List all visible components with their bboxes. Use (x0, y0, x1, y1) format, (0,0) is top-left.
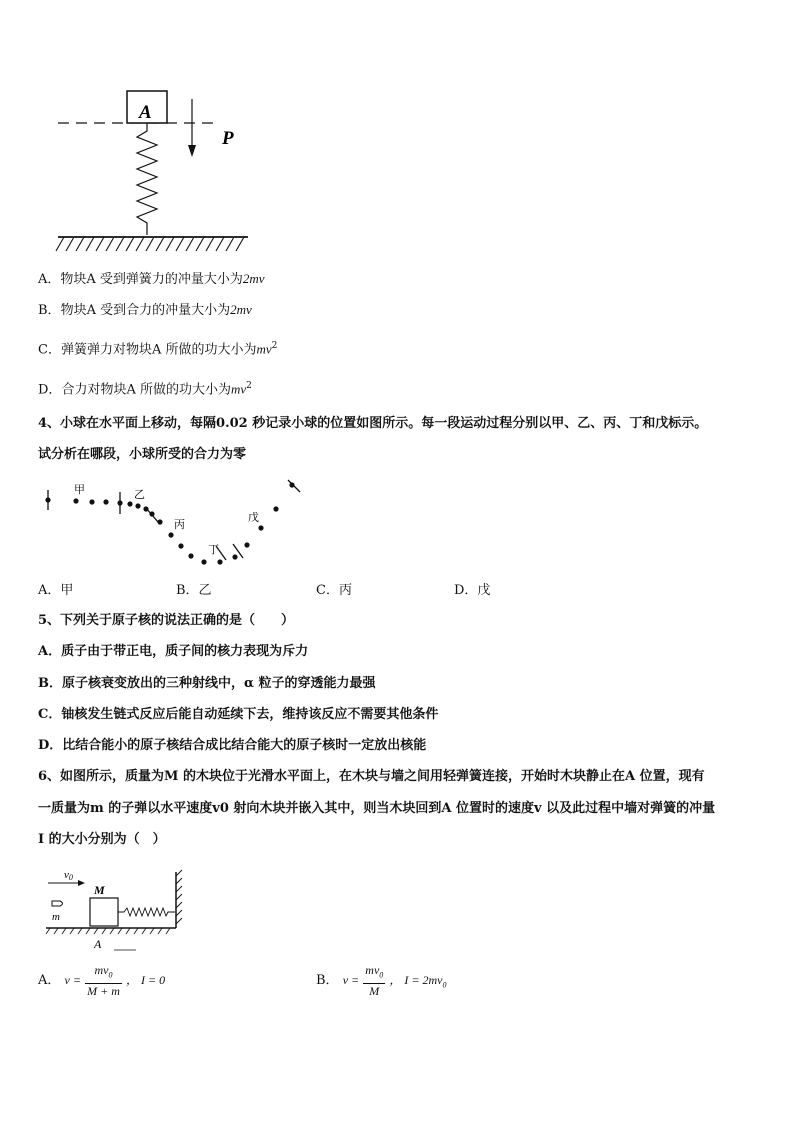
option-math: 2mv (242, 271, 265, 286)
spring (118, 908, 175, 916)
option-letter: B． (38, 303, 61, 318)
option-sup: 2 (246, 381, 252, 391)
q3-option-a (38, 270, 265, 289)
option-math: mv (230, 381, 247, 397)
ground-hatching (56, 237, 244, 251)
q5-option-a: A．质子由于带正电，质子间的核力表现为斥力 (38, 644, 309, 659)
arrow-p-label: P (222, 128, 234, 149)
option-lhs: v = (342, 973, 360, 987)
option-fraction (363, 963, 385, 997)
block-mass-label: M (94, 883, 105, 897)
figure-spring-block (40, 85, 270, 255)
q4-option-d: D．戊 (454, 583, 491, 598)
option-rest: ， I = 0 (126, 973, 166, 987)
bullet-mass-label: m (52, 911, 60, 923)
floor-hatching (46, 928, 170, 934)
q4-option-a: A．甲 (38, 583, 74, 598)
option-letter: A． (38, 973, 61, 988)
spring (137, 123, 157, 235)
q5-option-c: C．铀核发生链式反应后能自动延续下去，维持该反应不需要其他条件 (38, 707, 439, 722)
q6-stem-line3: I 的大小分别为（ ） (38, 832, 166, 847)
q5-stem: 5、下列关于原子核的说法正确的是（ ） (38, 613, 295, 628)
fraction-denominator: M (369, 983, 380, 998)
segment-label-ding: 丁 (208, 544, 219, 556)
q3-option-c (38, 337, 277, 359)
option-letter: A． (38, 272, 61, 287)
option-fraction (85, 963, 122, 997)
q5-option-d: D．比结合能小的原子核结合成比结合能大的原子核时一定放出核能 (38, 738, 427, 753)
q6-stem-line1: 6、如图所示，质量为M 的木块位于光滑水平面上，在木块与墙之间用轻弹簧连接，开始时木块静止在A 位置，现有 (38, 769, 705, 784)
wood-block (90, 898, 118, 926)
q4-stem-line1: 4、小球在水平面上移动，每隔0.02 秒记录小球的位置如图所示。每一段运动过程分别以甲、乙、丙、丁和戊标示。 (38, 416, 708, 431)
option-sup: 2 (271, 341, 278, 351)
option-text: 弹簧弹力对物块A 所做的功大小为 (60, 342, 257, 358)
option-text: 合力对物块A 所做的功大小为 (61, 382, 231, 398)
option-text: 物块A 受到合力的冲量大小为 (60, 303, 231, 318)
fraction-numerator: $mv_0$ (85, 963, 122, 983)
option-letter: C． (38, 342, 61, 358)
arrow-p-head (188, 145, 196, 157)
option-letter: D． (38, 382, 62, 398)
option-rest-sub: 0 (442, 980, 447, 990)
q3-option-b (38, 301, 252, 320)
fraction-denominator: M + m (87, 983, 120, 998)
block-a-label: A (139, 102, 152, 123)
option-rest: ， I = 2mv (389, 973, 443, 987)
q6-stem-line2: 一质量为m 的子弹以水平速度v0 射向木块并嵌入其中，则当木块回到A 位置时的速度v 以及此过程中墙对弹簧的冲量 (38, 801, 716, 816)
bullet-icon (52, 901, 63, 906)
q5-option-b: B．原子核衰变放出的三种射线中，α 粒子的穿透能力最强 (38, 676, 376, 691)
wall-hatching (176, 870, 182, 924)
option-text: 物块A 受到弹簧力的冲量大小为 (60, 272, 243, 287)
position-a-label: A (94, 937, 102, 951)
figure-bullet-block-spring (38, 866, 188, 956)
figure-ball-trajectory (38, 478, 318, 578)
q4-option-c: C．丙 (316, 583, 352, 598)
q3-option-d (38, 377, 252, 399)
q6-option-a (38, 962, 165, 999)
segment-label-wu: 戊 (248, 512, 259, 524)
q4-option-b: B．乙 (176, 583, 212, 598)
option-math: mv (256, 341, 272, 357)
option-lhs: v = (64, 973, 81, 987)
option-math: 2mv (230, 302, 252, 317)
velocity-label: v0 (64, 869, 73, 882)
segment-label-bing: 丙 (174, 519, 185, 531)
fraction-numerator: $mv_0$ (363, 963, 385, 983)
segment-label-jia: 甲 (74, 484, 85, 496)
q6-option-b (316, 962, 447, 1004)
segment-label-yi: 乙 (134, 489, 145, 501)
option-letter: B． (316, 973, 339, 988)
velocity-arrow-head (78, 880, 85, 886)
q4-stem-line2: 试分析在哪段，小球所受的合力为零 (38, 447, 247, 462)
